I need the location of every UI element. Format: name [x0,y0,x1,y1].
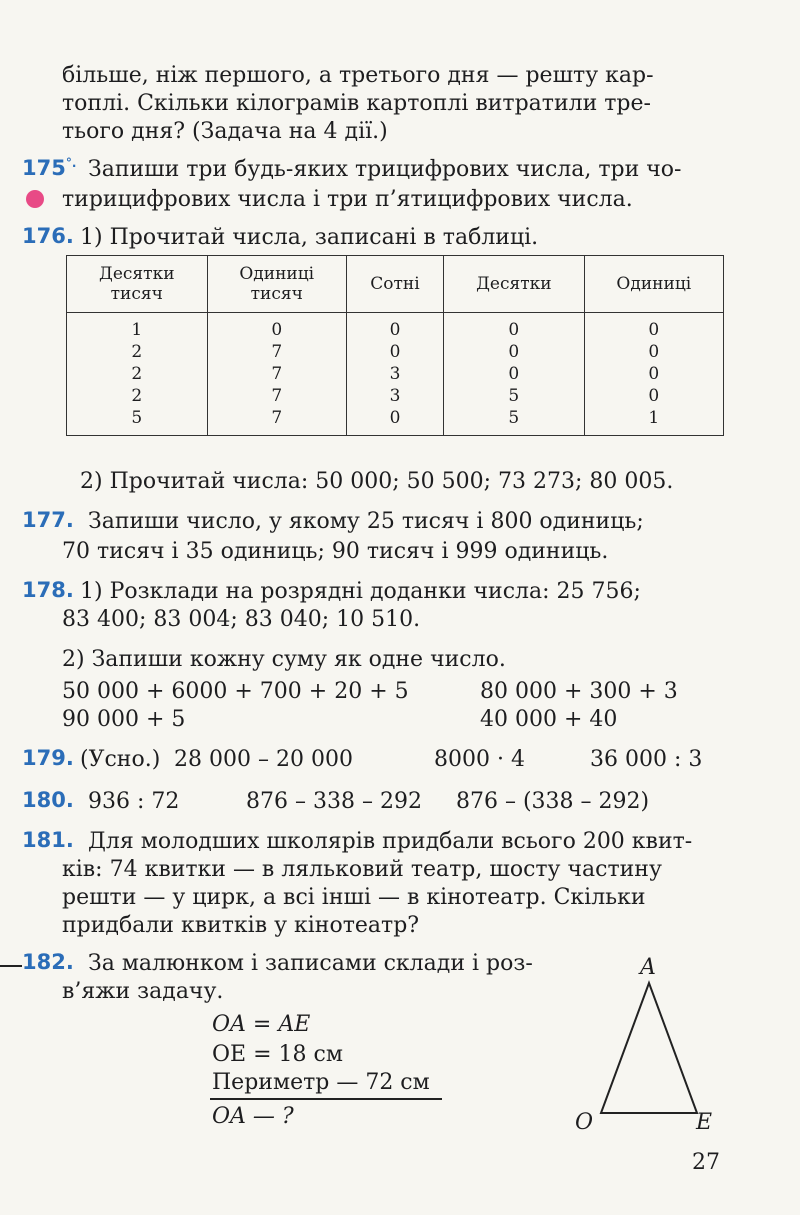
column-ten-thousands: 1 2 2 2 5 [67,313,208,436]
problem-177-number: 177. [22,508,74,532]
margin-dash [0,965,22,967]
problem-176-task2: 2) Прочитай числа: 50 000; 50 500; 73 273; 80 005. [80,469,674,494]
problem-177-line-1: Запиши число, у якому 25 тисяч і 800 одиниць; [88,509,644,534]
problem-181-line-3: решти — у цирк, а всі інші — в кінотеатр. Скільки [62,885,646,910]
given-oa-ae: OA = AE [212,1012,311,1037]
sum-left-1: 50 000 + 6000 + 700 + 20 + 5 [62,679,409,704]
header-hundreds: Сотні [346,256,443,313]
intro-line-1: більше, ніж першого, а третього дня — решту кар- [62,63,654,88]
problem-178-line-2: 83 400; 83 004; 83 040; 10 510. [62,607,421,632]
given-oe: OE = 18 см [212,1042,343,1067]
sum-left-2: 90 000 + 5 [62,707,186,732]
problem-182-line-1: За малюнком і записами склади і роз- [88,951,533,976]
problem-176-number: 176. [22,224,74,248]
problem-176-task1: 1) Прочитай числа, записані в таблиці. [80,225,539,250]
sum-right-2: 40 000 + 40 [480,707,618,732]
problem-179-expr-1: 28 000 – 20 000 [174,747,353,772]
vertex-e-label: E [696,1110,713,1135]
column-thousands: 0 7 7 7 7 [207,313,346,436]
question-oa: OA — ? [212,1104,294,1129]
intro-line-3: тього дня? (Задача на 4 дії.) [62,119,388,144]
problem-180-number: 180. [22,788,74,812]
problem-179-expr-3: 36 000 : 3 [590,747,703,772]
column-hundreds: 0 0 3 3 0 [346,313,443,436]
problem-178-line-1: 1) Розклади на розрядні доданки числа: 25 756; [80,579,641,604]
problem-181-line-4: придбали квитків у кінотеатр? [62,913,420,938]
given-divider [210,1098,442,1100]
vertex-o-label: O [575,1110,594,1135]
page-number: 27 [692,1150,720,1175]
problem-175-line-2: тирицифрових числа і три п’ятицифрових числа. [62,187,633,212]
given-perimeter: Периметр — 72 см [212,1070,430,1095]
problem-175-number: 175°. [22,156,77,180]
problem-178-number: 178. [22,578,74,602]
problem-180-expr-2: 876 – 338 – 292 [246,789,422,814]
problem-179-number: 179. [22,746,74,770]
problem-179-label: (Усно.) [80,747,161,772]
problem-182-line-2: в’яжи задачу. [62,979,224,1004]
header-units: Одиниці [584,256,723,313]
difficulty-dot-icon [26,190,44,208]
problem-178-task2: 2) Запиши кожну суму як одне число. [62,647,506,672]
problem-181-line-1: Для молодших школярів придбали всього 200 квит- [88,829,693,854]
problem-179-expr-2: 8000 · 4 [434,747,525,772]
problem-180-expr-3: 876 – (338 – 292) [456,789,650,814]
header-tens: Десятки [444,256,585,313]
problem-181-number: 181. [22,828,74,852]
problem-182-number: 182. [22,950,74,974]
vertex-a-label: A [640,955,656,980]
column-units: 0 0 0 0 1 [584,313,723,436]
problem-177-line-2: 70 тисяч і 35 одиниць; 90 тисяч і 999 одиниць. [62,539,609,564]
intro-line-2: топлі. Скільки кілограмів картоплі витратили тре- [62,91,651,116]
header-thousands: Одиниці тисяч [207,256,346,313]
column-tens: 0 0 0 5 5 [444,313,585,436]
problem-181-line-2: ків: 74 квитки — в ляльковий театр, шосту частину [62,857,662,882]
problem-175-line-1: Запиши три будь-яких трицифрових числа, три чо- [88,157,682,182]
problem-180-expr-1: 936 : 72 [88,789,180,814]
sum-right-1: 80 000 + 300 + 3 [480,679,678,704]
digits-table [66,255,724,436]
triangle-oae [601,983,697,1113]
header-ten-thousands: Десятки тисяч [67,256,208,313]
